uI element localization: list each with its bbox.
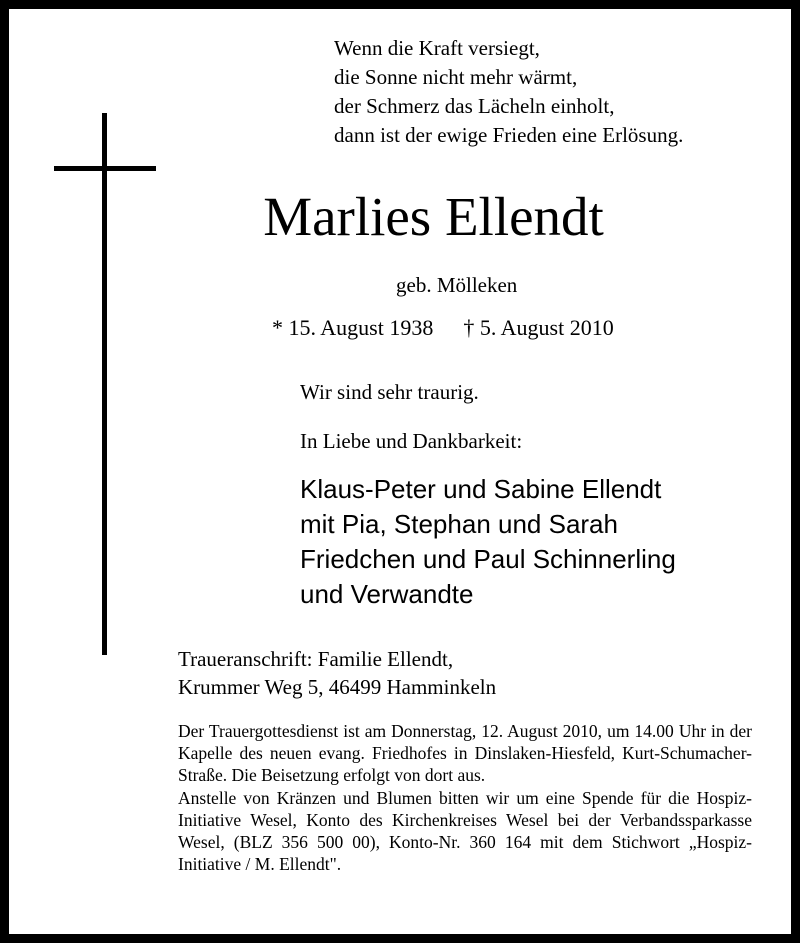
poem-line: die Sonne nicht mehr wärmt, [334, 65, 578, 89]
sad-message: Wir sind sehr traurig. [300, 380, 479, 404]
mourner-line: Klaus-Peter und Sabine Ellendt [300, 474, 662, 504]
poem-line: Wenn die Kraft versiegt, [334, 36, 540, 60]
cross-horizontal-bar [54, 166, 156, 171]
mourning-address [178, 645, 496, 701]
poem-line: dann ist der ewige Frieden eine Erlösung. [334, 123, 684, 147]
service-paragraph: Der Trauergottesdienst ist am Donnerstag, 12. August 2010, um 14.00 Uhr in der Kapelle des neuen evang. Friedhofes in Dinslaken-Hiesfeld, Kurt-Schumacher-Straße. Die Beisetzung erfolgt von dort aus. [178, 721, 752, 786]
death-date: † 5. August 2010 [463, 315, 614, 340]
maiden-name: geb. Mölleken [396, 273, 518, 297]
mourner-line: mit Pia, Stephan und Sarah [300, 509, 618, 539]
poem [334, 34, 683, 150]
service-info [178, 720, 752, 875]
birth-date: * 15. August 1938 [272, 315, 434, 340]
address-line: Krummer Weg 5, 46499 Hamminkeln [178, 675, 497, 699]
mourner-line: und Verwandte [300, 579, 474, 609]
thanks-message: In Liebe und Dankbarkeit: [300, 429, 523, 453]
poem-line: der Schmerz das Lächeln einholt, [334, 94, 615, 118]
mourner-line: Friedchen und Paul Schinnerling [300, 544, 676, 574]
mourners-list [300, 472, 676, 612]
donation-paragraph: Anstelle von Kränzen und Blumen bitten wir um eine Spende für die Hospiz-Initiative Wesel, Konto des Kirchenkreises Wesel bei der Verbandssparkasse Wesel, (BLZ 356 500 00), Konto-Nr. 360 164 mit dem Stichwort „Hospiz-Initiative / M. Ellendt". [178, 787, 752, 875]
address-line: Traueranschrift: Familie Ellendt, [178, 647, 454, 671]
life-dates [272, 314, 614, 342]
deceased-name: Marlies Ellendt [263, 186, 604, 247]
